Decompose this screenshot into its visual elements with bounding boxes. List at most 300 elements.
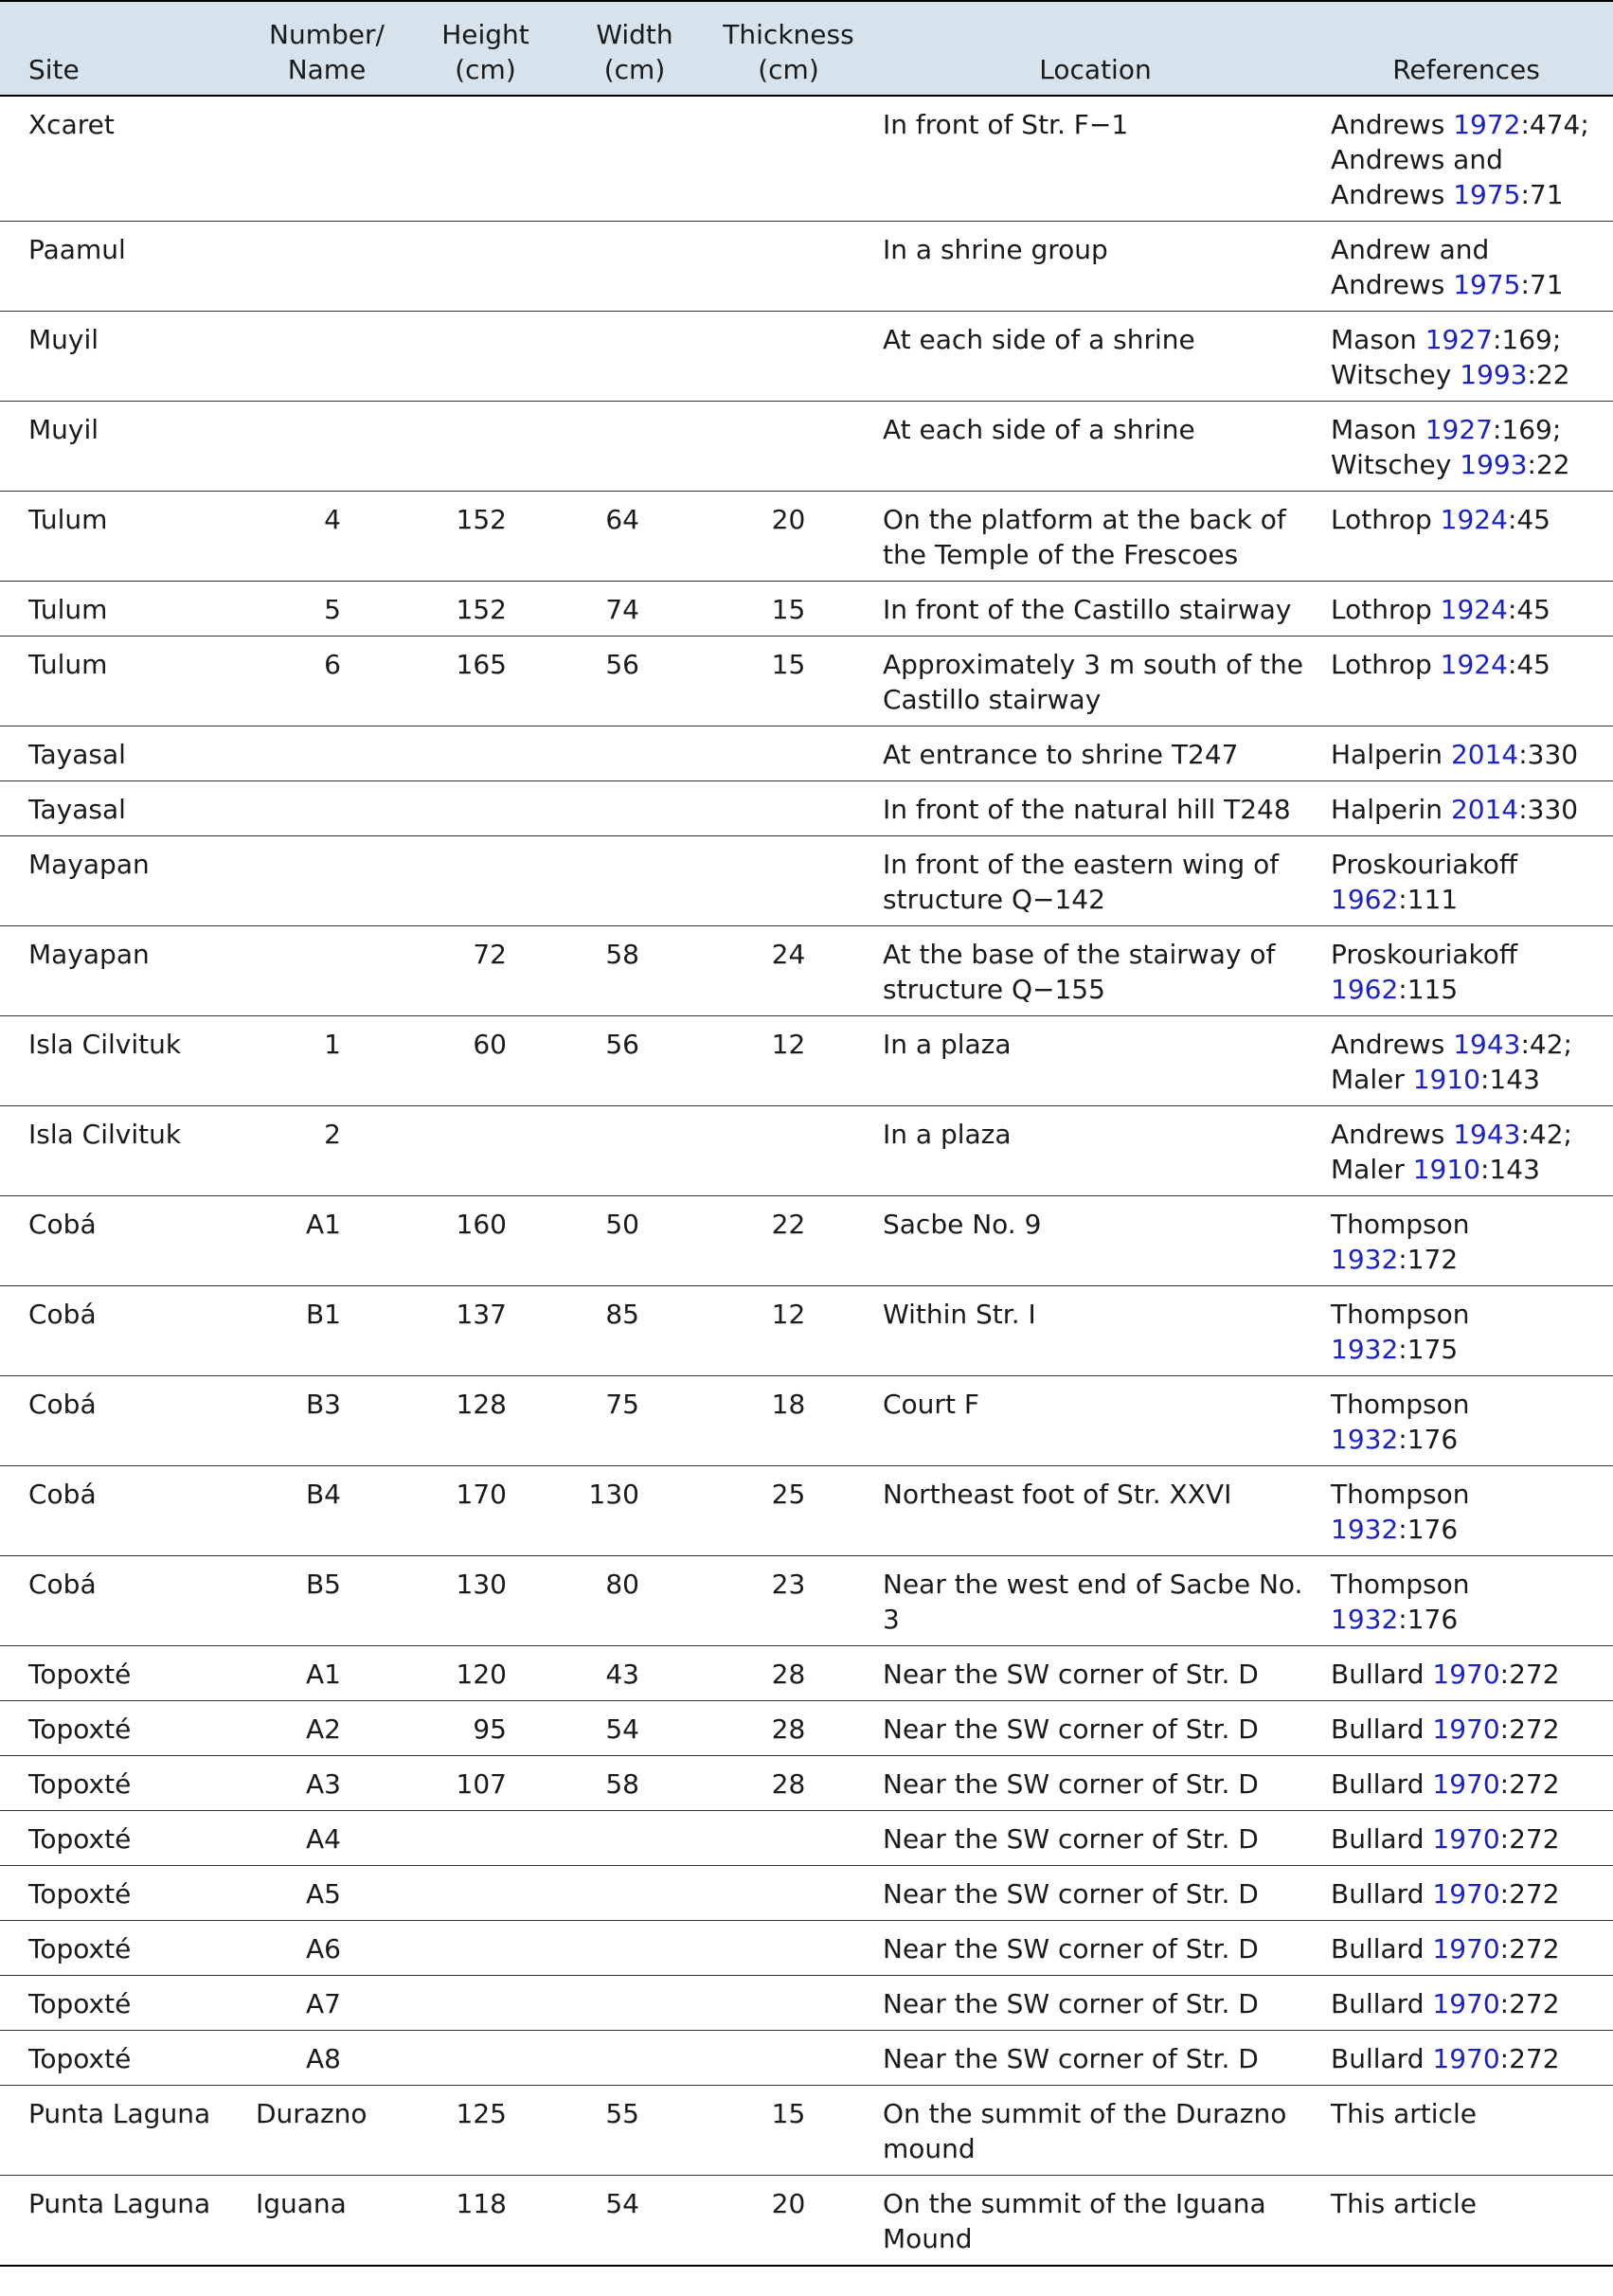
cell-thickness: [706, 96, 871, 222]
table-row: [0, 2176, 1613, 2267]
cell-width: 75: [564, 1376, 706, 1466]
reference-text: :272: [1499, 1988, 1560, 2019]
table-row: [0, 402, 1613, 492]
cell-thickness: 28: [706, 1701, 871, 1756]
reference-text: :272: [1499, 2043, 1560, 2074]
cell-location: Near the SW corner of Str. D: [871, 1811, 1319, 1866]
reference-year-link[interactable]: 1993: [1460, 449, 1528, 480]
cell-height: 170: [407, 1466, 564, 1556]
reference-entry: [1331, 1387, 1604, 1457]
table-row: [0, 1701, 1613, 1756]
table-row: [0, 2031, 1613, 2086]
header-row: [0, 1, 1613, 96]
cell-width: 58: [564, 926, 706, 1016]
cell-site: Topoxté: [0, 1921, 246, 1976]
reference-text: Bullard: [1331, 2043, 1433, 2074]
cell-width: [564, 836, 706, 926]
reference-entry: [1331, 1657, 1604, 1692]
cell-thickness: [706, 1921, 871, 1976]
reference-text: Bullard: [1331, 1878, 1433, 1910]
cell-thickness: 15: [706, 2086, 871, 2176]
cell-references: [1319, 1756, 1613, 1811]
reference-text: :272: [1499, 1933, 1560, 1964]
cell-width: 54: [564, 1701, 706, 1756]
reference-text: Witschey: [1331, 359, 1461, 390]
cell-site: Topoxté: [0, 1701, 246, 1756]
reference-text: :45: [1507, 504, 1550, 535]
reference-entry: [1331, 322, 1604, 357]
reference-text: Proskouriakoff: [1331, 849, 1518, 880]
cell-number: 2: [246, 1106, 407, 1196]
cell-height: 165: [407, 637, 564, 726]
cell-thickness: 12: [706, 1286, 871, 1376]
cell-number: A3: [246, 1756, 407, 1811]
cell-site: Paamul: [0, 222, 246, 312]
reference-entry: [1331, 1712, 1604, 1747]
reference-entry: [1331, 847, 1604, 917]
cell-location: At each side of a shrine: [871, 312, 1319, 402]
cell-location: Near the SW corner of Str. D: [871, 1921, 1319, 1976]
cell-location: On the platform at the back of the Temple of the Frescoes: [871, 492, 1319, 582]
cell-thickness: 25: [706, 1466, 871, 1556]
cell-references: [1319, 637, 1613, 726]
reference-text: :330: [1518, 794, 1579, 825]
table-row: [0, 312, 1613, 402]
reference-text: :22: [1527, 359, 1570, 390]
cell-number: [246, 781, 407, 836]
reference-entry: [1331, 937, 1604, 1007]
reference-year-link[interactable]: 1924: [1440, 649, 1508, 680]
reference-year-link[interactable]: 1970: [1432, 1878, 1500, 1910]
cell-site: Tulum: [0, 492, 246, 582]
cell-references: [1319, 1466, 1613, 1556]
reference-year-link[interactable]: 1924: [1440, 504, 1508, 535]
reference-text: Lothrop: [1331, 504, 1441, 535]
table-row: [0, 726, 1613, 781]
cell-height: [407, 1106, 564, 1196]
reference-text: :272: [1499, 1878, 1560, 1910]
cell-location: Court F: [871, 1376, 1319, 1466]
cell-width: [564, 222, 706, 312]
reference-year-link[interactable]: 1970: [1432, 2043, 1500, 2074]
cell-thickness: [706, 1106, 871, 1196]
reference-entry: [1331, 1117, 1604, 1152]
reference-text: Halperin: [1331, 739, 1451, 770]
table-row: [0, 1376, 1613, 1466]
reference-entry: [1331, 2186, 1604, 2221]
reference-text: Bullard: [1331, 1988, 1433, 2019]
header-site: Site: [0, 1, 246, 96]
reference-text: :115: [1398, 974, 1459, 1005]
cell-number: A5: [246, 1866, 407, 1921]
cell-references: [1319, 1866, 1613, 1921]
cell-number: [246, 836, 407, 926]
cell-number: [246, 96, 407, 222]
reference-text: Bullard: [1331, 1933, 1433, 1964]
cell-height: [407, 726, 564, 781]
reference-entry: [1331, 1767, 1604, 1802]
table-row: [0, 1286, 1613, 1376]
header-location: Location: [871, 1, 1319, 96]
cell-height: [407, 96, 564, 222]
reference-year-link[interactable]: 1970: [1432, 1988, 1500, 2019]
reference-text: Andrews: [1331, 109, 1454, 140]
cell-thickness: 20: [706, 492, 871, 582]
reference-year-link[interactable]: 1970: [1432, 1768, 1500, 1800]
cell-references: [1319, 1016, 1613, 1106]
cell-number: [246, 926, 407, 1016]
reference-entry: [1331, 447, 1604, 482]
cell-width: [564, 96, 706, 222]
cell-thickness: [706, 1866, 871, 1921]
cell-number: A2: [246, 1701, 407, 1756]
cell-number: A1: [246, 1196, 407, 1286]
reference-year-link[interactable]: 1975: [1453, 179, 1521, 210]
reference-text: :176: [1398, 1604, 1459, 1635]
cell-location: On the summit of the Iguana Mound: [883, 2188, 1266, 2254]
cell-height: 118: [456, 2188, 507, 2219]
cell-location: At each side of a shrine: [871, 402, 1319, 492]
reference-entry: [1331, 1931, 1604, 1966]
reference-text: Andrews and Andrews: [1331, 144, 1503, 210]
table-row: [0, 582, 1613, 637]
reference-entry: [1331, 142, 1604, 212]
cell-number: [246, 222, 407, 312]
reference-text: This article: [1331, 2098, 1477, 2129]
cell-height: [407, 781, 564, 836]
cell-site: Muyil: [0, 402, 246, 492]
table-row: [0, 1976, 1613, 2031]
cell-references: [1319, 312, 1613, 402]
cell-site: Punta Laguna: [28, 2188, 211, 2219]
cell-site: Xcaret: [0, 96, 246, 222]
cell-number: Iguana: [256, 2188, 347, 2219]
cell-references: [1319, 1376, 1613, 1466]
cell-location: Near the west end of Sacbe No. 3: [871, 1556, 1319, 1646]
cell-number: B5: [246, 1556, 407, 1646]
reference-year-link[interactable]: 1970: [1432, 1659, 1500, 1690]
reference-year-link[interactable]: 1932: [1331, 1424, 1399, 1455]
reference-entry: [1331, 1207, 1604, 1277]
reference-text: :42;: [1520, 1119, 1572, 1150]
cell-width: 50: [564, 1196, 706, 1286]
cell-site: Topoxté: [0, 1646, 246, 1701]
reference-text: :143: [1480, 1154, 1540, 1185]
cell-references: [1319, 1921, 1613, 1976]
cell-number: B1: [246, 1286, 407, 1376]
cell-thickness: 28: [706, 1756, 871, 1811]
cell-number: A7: [246, 1976, 407, 2031]
reference-entry: [1331, 232, 1604, 302]
header-height: Height (cm): [407, 1, 564, 96]
table-row: [0, 96, 1613, 222]
reference-year-link[interactable]: 1932: [1331, 1604, 1399, 1635]
reference-year-link[interactable]: 1975: [1453, 269, 1521, 300]
cell-height: 107: [407, 1756, 564, 1811]
cell-width: 54: [605, 2188, 639, 2219]
cell-site: Cobá: [0, 1376, 246, 1466]
reference-year-link[interactable]: 1993: [1460, 359, 1528, 390]
cell-number: [246, 402, 407, 492]
reference-year-link[interactable]: 1932: [1331, 1514, 1399, 1545]
reference-text: :272: [1499, 1713, 1560, 1745]
cell-references: [1319, 582, 1613, 637]
cell-width: 130: [564, 1466, 706, 1556]
cell-site: Cobá: [0, 1286, 246, 1376]
cell-thickness: 22: [706, 1196, 871, 1286]
reference-text: Thompson: [1331, 1389, 1470, 1420]
reference-entry: [1331, 357, 1604, 392]
cell-references: [1319, 492, 1613, 582]
cell-location: In a shrine group: [871, 222, 1319, 312]
reference-text: :111: [1398, 884, 1459, 915]
reference-text: Lothrop: [1331, 649, 1441, 680]
cell-references: [1319, 1976, 1613, 2031]
table-row: [0, 1466, 1613, 1556]
reference-year-link[interactable]: 1970: [1432, 1713, 1500, 1745]
reference-year-link[interactable]: 1943: [1453, 1119, 1521, 1150]
cell-height: 72: [407, 926, 564, 1016]
cell-number: [246, 312, 407, 402]
cell-height: [407, 1866, 564, 1921]
cell-height: [407, 402, 564, 492]
reference-text: :169;: [1492, 414, 1562, 445]
cell-site: Tayasal: [0, 781, 246, 836]
cell-thickness: 18: [706, 1376, 871, 1466]
cell-thickness: 12: [706, 1016, 871, 1106]
cell-location: Sacbe No. 9: [871, 1196, 1319, 1286]
table-row: [0, 1811, 1613, 1866]
reference-year-link[interactable]: 1962: [1331, 974, 1399, 1005]
reference-year-link[interactable]: 2014: [1450, 794, 1519, 825]
cell-number: B4: [246, 1466, 407, 1556]
cell-number: Durazno: [246, 2086, 407, 2176]
table-row: [0, 1646, 1613, 1701]
table-row: [0, 492, 1613, 582]
reference-text: Andrews: [1331, 1029, 1454, 1060]
cell-references: [1319, 1286, 1613, 1376]
table-row: [0, 1866, 1613, 1921]
reference-text: Witschey: [1331, 449, 1461, 480]
cell-number: A6: [246, 1921, 407, 1976]
cell-width: 55: [564, 2086, 706, 2176]
reference-text: :330: [1518, 739, 1579, 770]
reference-text: Thompson: [1331, 1479, 1470, 1510]
cell-site: Muyil: [0, 312, 246, 402]
reference-text: :71: [1520, 269, 1564, 300]
reference-text: Mason: [1331, 414, 1425, 445]
cell-height: [407, 2031, 564, 2086]
cell-height: 152: [407, 492, 564, 582]
table-row: [0, 637, 1613, 726]
reference-text: :172: [1398, 1244, 1459, 1275]
reference-text: Halperin: [1331, 794, 1451, 825]
cell-width: [564, 781, 706, 836]
reference-text: Thompson: [1331, 1209, 1470, 1240]
cell-thickness: [706, 726, 871, 781]
reference-year-link[interactable]: 1932: [1331, 1334, 1399, 1365]
cell-references: [1319, 1556, 1613, 1646]
cell-width: [564, 2031, 706, 2086]
cell-height: [407, 222, 564, 312]
reference-entry: [1331, 1986, 1604, 2021]
cell-site: Punta Laguna: [0, 2086, 246, 2176]
cell-location: Approximately 3 m south of the Castillo stairway: [871, 637, 1319, 726]
reference-text: :22: [1527, 449, 1570, 480]
cell-height: 95: [407, 1701, 564, 1756]
cell-location: Near the SW corner of Str. D: [871, 1756, 1319, 1811]
cell-references: [1319, 2031, 1613, 2086]
cell-site: Mayapan: [0, 926, 246, 1016]
reference-year-link[interactable]: 1910: [1412, 1154, 1480, 1185]
cell-references: [1319, 402, 1613, 492]
cell-site: Tayasal: [0, 726, 246, 781]
table-row: [0, 1016, 1613, 1106]
cell-thickness: 28: [706, 1646, 871, 1701]
cell-references: [1319, 1811, 1613, 1866]
reference-entry: [1331, 2096, 1604, 2131]
reference-text: Lothrop: [1331, 594, 1441, 625]
cell-site: Isla Cilvituk: [0, 1016, 246, 1106]
reference-year-link[interactable]: 1910: [1412, 1064, 1480, 1095]
reference-text: Bullard: [1331, 1713, 1433, 1745]
cell-height: 160: [407, 1196, 564, 1286]
reference-text: Maler: [1331, 1154, 1413, 1185]
cell-width: [564, 1976, 706, 2031]
table-row: [0, 2086, 1613, 2176]
reference-text: :272: [1499, 1659, 1560, 1690]
reference-year-link[interactable]: 1972: [1453, 109, 1521, 140]
reference-year-link[interactable]: 1970: [1432, 1823, 1500, 1855]
cell-number: B3: [246, 1376, 407, 1466]
reference-text: :175: [1398, 1334, 1459, 1365]
cell-references: [1319, 96, 1613, 222]
reference-text: :143: [1480, 1064, 1540, 1095]
reference-text: :45: [1507, 649, 1550, 680]
reference-text: Andrews: [1331, 1119, 1454, 1150]
reference-entry: [1331, 107, 1604, 142]
cell-height: 120: [407, 1646, 564, 1701]
reference-text: Thompson: [1331, 1299, 1470, 1330]
cell-width: 56: [564, 1016, 706, 1106]
table-row: [0, 781, 1613, 836]
reference-year-link[interactable]: 2014: [1450, 739, 1519, 770]
table-row: [0, 222, 1613, 312]
table-row: [0, 1196, 1613, 1286]
cell-thickness: [706, 402, 871, 492]
reference-entry: [1331, 502, 1604, 537]
cell-height: [407, 836, 564, 926]
reference-entry: [1331, 737, 1604, 772]
cell-thickness: 15: [706, 637, 871, 726]
cell-location: Within Str. I: [871, 1286, 1319, 1376]
cell-width: [564, 1106, 706, 1196]
cell-location: On the summit of the Durazno mound: [871, 2086, 1319, 2176]
cell-height: 137: [407, 1286, 564, 1376]
cell-thickness: [706, 2031, 871, 2086]
cell-thickness: 23: [706, 1556, 871, 1646]
table-row: [0, 1756, 1613, 1811]
reference-entry: [1331, 1876, 1604, 1911]
cell-location: In front of the eastern wing of structure Q−142: [871, 836, 1319, 926]
cell-site: Topoxté: [0, 1756, 246, 1811]
reference-text: :176: [1398, 1514, 1459, 1545]
cell-site: Cobá: [0, 1466, 246, 1556]
cell-thickness: 24: [706, 926, 871, 1016]
cell-number: A4: [246, 1811, 407, 1866]
reference-entry: [1331, 1567, 1604, 1637]
reference-year-link[interactable]: 1927: [1425, 324, 1493, 355]
reference-entry: [1331, 1027, 1604, 1062]
cell-references: [1319, 1701, 1613, 1756]
cell-width: 64: [564, 492, 706, 582]
cell-height: 125: [407, 2086, 564, 2176]
reference-text: :176: [1398, 1424, 1459, 1455]
cell-thickness: [706, 1811, 871, 1866]
reference-entry: [1331, 1062, 1604, 1097]
cell-width: [564, 402, 706, 492]
reference-year-link[interactable]: 1927: [1425, 414, 1493, 445]
reference-entry: [1331, 1477, 1604, 1547]
reference-text: Bullard: [1331, 1659, 1433, 1690]
cell-thickness: [706, 222, 871, 312]
cell-number: A1: [246, 1646, 407, 1701]
table-row: [0, 836, 1613, 926]
cell-location: Northeast foot of Str. XXVI: [871, 1466, 1319, 1556]
reference-text: :71: [1520, 179, 1564, 210]
cell-thickness: [706, 781, 871, 836]
reference-year-link[interactable]: 1970: [1432, 1933, 1500, 1964]
reference-year-link[interactable]: 1962: [1331, 884, 1399, 915]
header-thickness: Thickness (cm): [706, 1, 871, 96]
cell-height: 60: [407, 1016, 564, 1106]
reference-entry: [1331, 1152, 1604, 1187]
cell-site: Cobá: [0, 1556, 246, 1646]
reference-text: This article: [1331, 2188, 1477, 2219]
table-row: [0, 1556, 1613, 1646]
reference-text: :42;: [1520, 1029, 1572, 1060]
cell-number: 4: [246, 492, 407, 582]
table-row: [0, 1106, 1613, 1196]
reference-year-link[interactable]: 1943: [1453, 1029, 1521, 1060]
cell-width: 74: [564, 582, 706, 637]
cell-site: Tulum: [0, 637, 246, 726]
cell-site: Tulum: [0, 582, 246, 637]
cell-width: [564, 1811, 706, 1866]
cell-references: [1319, 926, 1613, 1016]
cell-location: In a plaza: [871, 1016, 1319, 1106]
cell-site: Topoxté: [0, 1811, 246, 1866]
reference-year-link[interactable]: 1924: [1440, 594, 1508, 625]
cell-height: 128: [407, 1376, 564, 1466]
reference-text: Thompson: [1331, 1569, 1470, 1600]
cell-width: 56: [564, 637, 706, 726]
cell-references: [1319, 2086, 1613, 2176]
reference-entry: [1331, 647, 1604, 682]
reference-entry: [1331, 792, 1604, 827]
reference-year-link[interactable]: 1932: [1331, 1244, 1399, 1275]
cell-width: 85: [564, 1286, 706, 1376]
cell-location: At the base of the stairway of structure Q−155: [871, 926, 1319, 1016]
cell-number: 1: [246, 1016, 407, 1106]
cell-references: [1319, 1106, 1613, 1196]
cell-references: [1319, 1646, 1613, 1701]
cell-location: In front of the natural hill T248: [871, 781, 1319, 836]
cell-thickness: 20: [771, 2188, 806, 2219]
cell-width: 80: [564, 1556, 706, 1646]
cell-thickness: 15: [706, 582, 871, 637]
cell-number: 6: [246, 637, 407, 726]
